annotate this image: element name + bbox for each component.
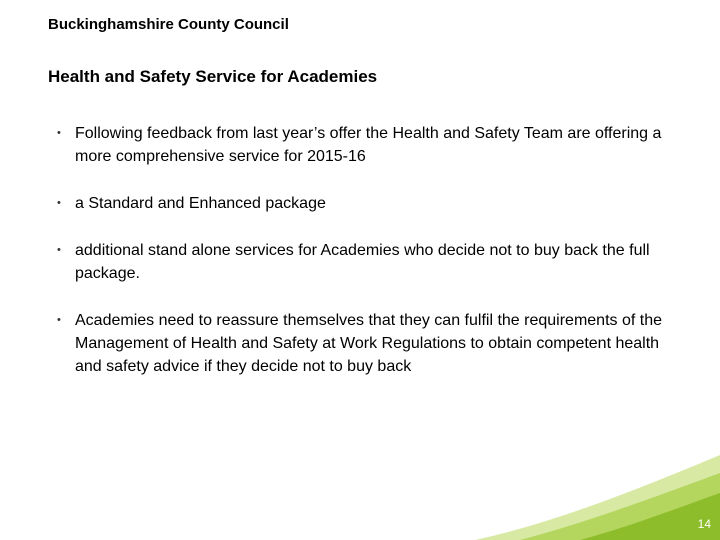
- bullet-text: additional stand alone services for Academies who decide not to buy back the full package.: [75, 242, 650, 282]
- bullet-icon: •: [57, 244, 61, 256]
- bullet-text: Following feedback from last year’s offer the Health and Safety Team are offering a more comprehensive service for 2015-16: [75, 125, 662, 165]
- organisation-name: Buckinghamshire County Council: [48, 16, 289, 33]
- bullet-icon: •: [57, 127, 61, 139]
- green-swoosh-decoration: [475, 455, 720, 540]
- bullet-icon: •: [57, 314, 61, 326]
- bullet-icon: •: [57, 197, 61, 209]
- bullet-item-1: [48, 122, 688, 168]
- bullet-text: Academies need to reassure themselves that they can fulfil the requirements of the Management of Health and Safety at Work Regulations to obtain competent health and safety advice if they decide not to buy back: [75, 312, 662, 375]
- bullet-item-2: [48, 192, 688, 215]
- bullet-item-4: [48, 309, 688, 378]
- bullet-list: [48, 122, 688, 378]
- bullet-text: a Standard and Enhanced package: [75, 195, 326, 212]
- page-number: 14: [697, 517, 711, 531]
- slide-title: Health and Safety Service for Academies: [48, 67, 378, 86]
- bullet-item-3: [48, 239, 688, 285]
